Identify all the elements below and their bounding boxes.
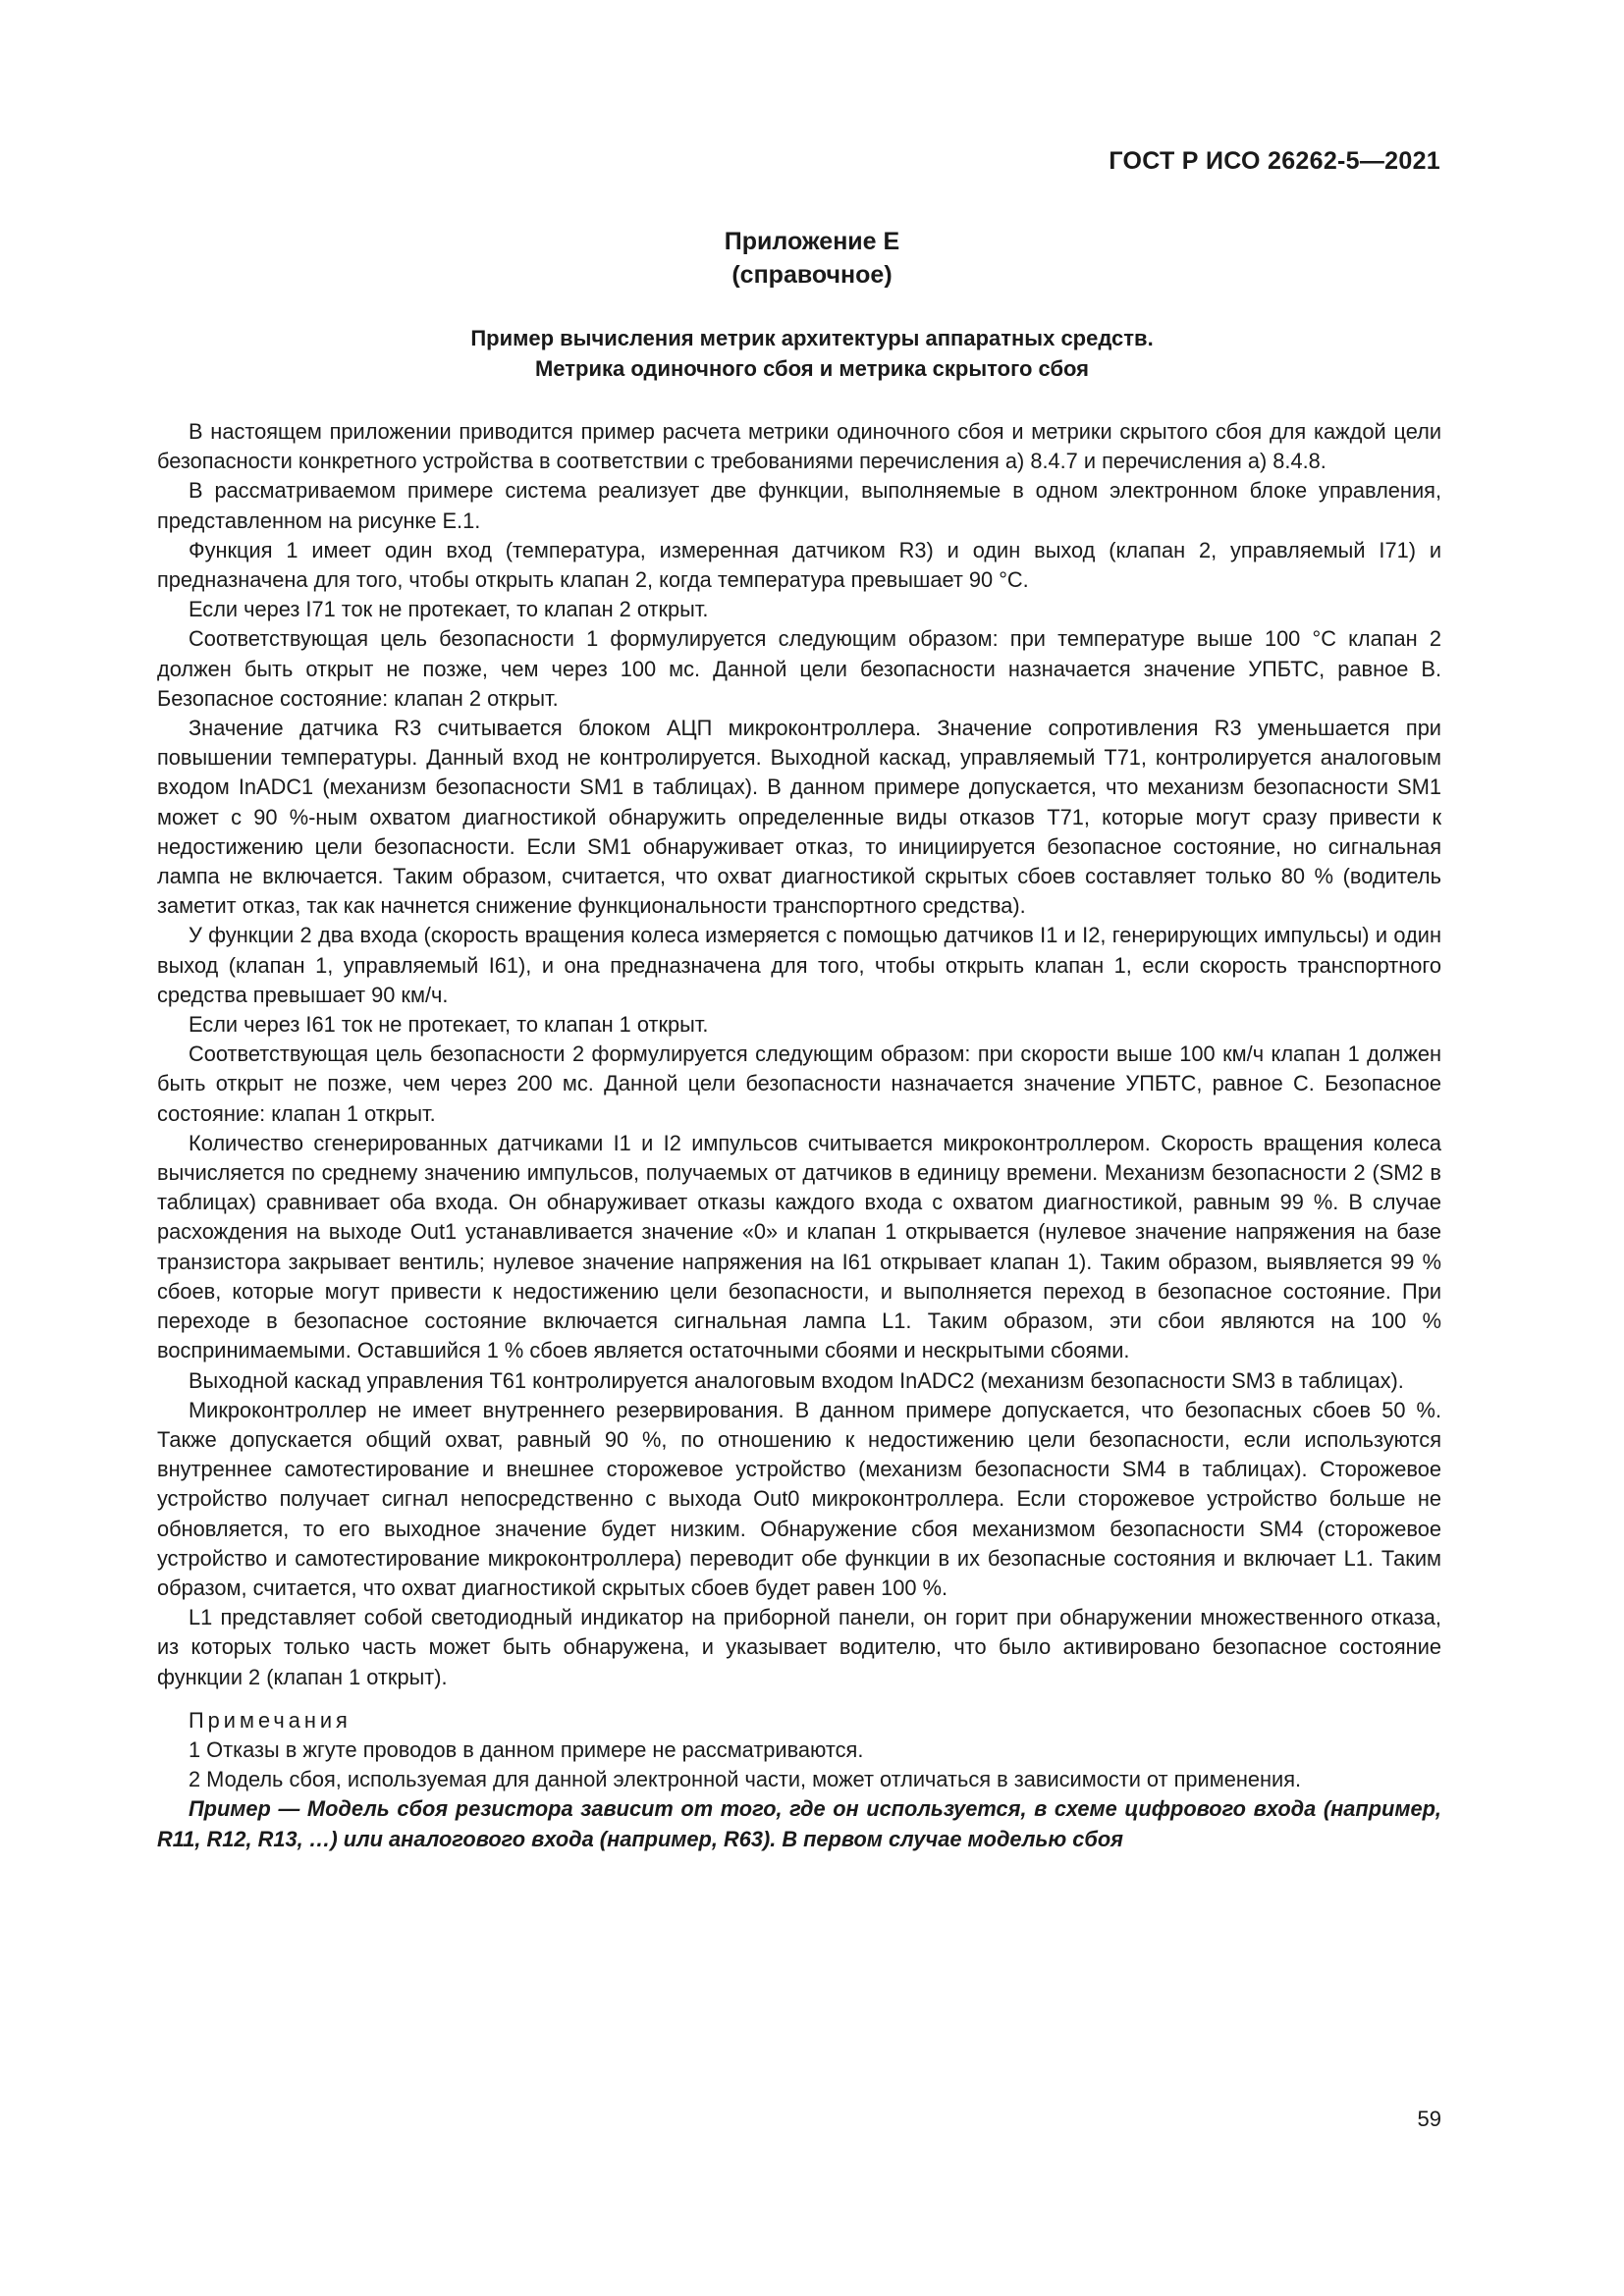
paragraph: Выходной каскад управления Т61 контролируется аналоговым входом InADC2 (механизм безопасности SM3 в таблицах).: [189, 1367, 1404, 1393]
paragraph: Функция 1 имеет один вход (температура, измеренная датчиком R3) и один выход (клапан 2, управляемый I71) и предназначена для того, чтобы открыть клапан 2, когда температура превышает 90 °С.: [157, 537, 1441, 593]
paragraph: В настоящем приложении приводится пример расчета метрики одиночного сбоя и метрики скрытого сбоя для каждой цели безопасности конкретного устройства в соответствии с требованиями перечисления а) 8.4.7 и перечисления а) 8.4.8.: [157, 419, 1441, 474]
paragraph: Соответствующая цель безопасности 2 формулируется следующим образом: при скорости выше 100 км/ч клапан 1 должен быть открыт не позже, чем через 200 мс. Данной цели безопасности назначается значение УПБТС, равное С. Безопасное состояние: клапан 1 открыт.: [157, 1041, 1441, 1126]
paragraph: Если через I71 ток не протекает, то клапан 2 открыт.: [189, 597, 709, 622]
paragraph: Количество сгенерированных датчиками I1 и I2 импульсов считывается микроконтроллером. Скорость вращения колеса вычисляется по среднему значению импульсов, получаемых от датчиков в единицу времени. Механизм безопасности 2 (SM2 в таблицах) сравнивает оба входа. Он обнаруживает отказы каждого входа с охватом диагностикой, равным 99 %. В случае расхождения на выходе Out1 устанавливается значение «0» и клапан 1 открывается (нулевое значение напряжения на базе транзистора закрывает вентиль; нулевое значение напряжения на I61 открывает клапан 1). Таким образом, выявляется 99 % сбоев, которые могут привести к недостижению цели безопасности, и выполняется переход в безопасное состояние. При переходе в безопасное состояние включается сигнальная лампа L1. Таким образом, эти сбои являются на 100 % воспринимаемыми. Оставшийся 1 % сбоев является остаточными сбоями и нескрытыми сбоями.: [157, 1130, 1441, 1363]
notes-title: Примечания: [189, 1707, 352, 1733]
note-item: 1 Отказы в жгуте проводов в данном примере не рассматриваются.: [189, 1736, 864, 1762]
body-text: [157, 417, 1441, 1854]
notes-block: [157, 1706, 1441, 1795]
paragraph: Если через I61 ток не протекает, то клапан 1 открыт.: [189, 1012, 709, 1038]
appendix-title: Приложение Е: [724, 228, 900, 255]
standard-header: ГОСТ Р ИСО 26262-5—2021: [1109, 147, 1440, 175]
paragraph: В рассматриваемом примере система реализует две функции, выполняемые в одном электронном блоке управления, представленном на рисунке Е.1.: [157, 478, 1441, 533]
appendix-subtitle: [0, 323, 1624, 384]
paragraph: Соответствующая цель безопасности 1 формулируется следующим образом: при температуре выше 100 °С клапан 2 должен быть открыт не позже, чем через 100 мс. Данной цели безопасности назначается значение УПБТС, равное В. Безопасное состояние: клапан 2 открыт.: [157, 626, 1441, 711]
appendix-heading: [0, 225, 1624, 292]
subtitle-line-1: Пример вычисления метрик архитектуры аппаратных средств.: [470, 326, 1154, 350]
appendix-type: (справочное): [731, 261, 893, 289]
subtitle-line-2: Метрика одиночного сбоя и метрика скрытого сбоя: [534, 356, 1090, 381]
paragraph: Микроконтроллер не имеет внутреннего резервирования. В данном примере допускается, что безопасных сбоев 50 %. Также допускается общий охват, равный 90 %, по отношению к недостижению цели безопасности, если используются внутреннее самотестирование и внешнее сторожевое устройство (механизм безопасности SM4 в таблицах). Сторожевое устройство получает сигнал непосредственно с выхода Out0 микроконтроллера. Если сторожевое устройство больше не обновляется, то его выходное значение будет низким. Обнаружение сбоя механизмом безопасности SM4 (сторожевое устройство и самотестирование микроконтроллера) переводит обе функции в их безопасные состояния и включает L1. Таким образом, считается, что охват диагностикой скрытых сбоев будет равен 100 %.: [157, 1397, 1441, 1600]
paragraph: У функции 2 два входа (скорость вращения колеса измеряется с помощью датчиков I1 и I2, генерирующих импульсы) и один выход (клапан 1, управляемый I61), и она предназначена для того, чтобы открыть клапан 1, если скорость транспортного средства превышает 90 км/ч.: [157, 923, 1441, 1007]
note-item: 2 Модель сбоя, используемая для данной электронной части, может отличаться в зависимости от применения.: [189, 1767, 1302, 1792]
page-number: 59: [1417, 2107, 1441, 2131]
paragraph: L1 представляет собой светодиодный индикатор на приборной панели, он горит при обнаружении множественного отказа, из которых только часть может быть обнаружена, и указывает водителю, что было активировано безопасное состояние функции 2 (клапан 1 открыт).: [157, 1605, 1441, 1689]
paragraph: Значение датчика R3 считывается блоком АЦП микроконтроллера. Значение сопротивления R3 уменьшается при повышении температуры. Данный вход не контролируется. Выходной каскад, управляемый Т71, контролируется аналоговым входом InADC1 (механизм безопасности SM1 в таблицах). В данном примере допускается, что механизм безопасности SM1 может с 90 %-ным охватом диагностикой обнаружить определенные виды отказов Т71, которые могут сразу привести к недостижению цели безопасности. Если SM1 обнаруживает отказ, то инициируется безопасное состояние, но сигнальная лампа не включается. Таким образом, считается, что охват диагностикой скрытых сбоев составляет только 80 % (водитель заметит отказ, так как начнется снижение функциональности транспортного средства).: [157, 716, 1441, 919]
example-paragraph: Пример — Модель сбоя резистора зависит от того, где он используется, в схеме цифрового входа (например, R11, R12, R13, …) или аналогового входа (например, R63). В первом случае моделью сбоя: [157, 1796, 1441, 1851]
